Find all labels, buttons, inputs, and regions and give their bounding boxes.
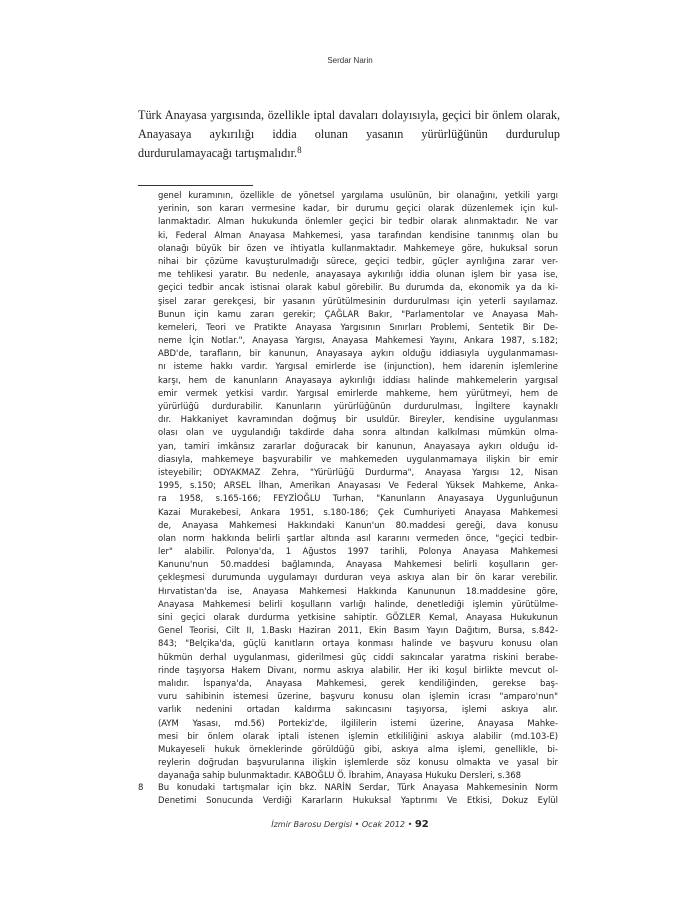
footnote-line: dayanağa sahip bulunmaktadır. KABOĞLU Ö. İbrahim, Anayasa Hukuku Dersleri, s.368	[158, 770, 521, 781]
footer-separator-2: •	[407, 820, 413, 829]
footnote-separator	[138, 185, 253, 186]
footnote-8-line: Denetimi Sonucunda Verdiği Kararların Hukuksal Yaptırımı Ve Etkisi, Dokuz Eylül	[158, 795, 558, 806]
footer-separator: •	[354, 820, 360, 829]
footnote-line: ABD'de, tarafların, bir kanunun, Anayasaya aykırı olduğu iddiasıyla uygulanmaması-	[158, 348, 558, 359]
footnote-line: me tehlikesi yaratır. Bu nedenle, anayasaya aykırılığı iddia olunan işlem bir yasa ise,	[158, 269, 558, 280]
running-header	[0, 56, 700, 65]
footnote-line: nihai bir çözüme kavuşturulmadığı sürece, geçici tedbir, güçler ayrılığına zarar ver-	[158, 255, 558, 266]
footnote-continuation	[158, 189, 558, 782]
footnote-line: diasıyla, mahkemeye başvurabilir ve mahkemeden uygulanmamaya ilişkin bir emir	[158, 453, 558, 464]
footnote-line: de, Anayasa Mahkemesi Hakkındaki Kanun'un 80.maddesi gereği, dava konusu	[158, 519, 558, 530]
footnote-line: geçici tedbir ancak istisnai olarak kabul görebilir. Bu durumda da, ekonomik ya da ki-	[158, 282, 558, 293]
footnote-line: 1995, s.150; ARSEL İlhan, Amerikan Anayasası Ve Federal Yüksek Mahkeme, Anka-	[158, 480, 558, 491]
footnote-line: varlık nedenini ortadan kaldırma sakıncasını taşıyorsa, işlemi askıya alır.	[158, 704, 558, 715]
footnote-line: Hırvatistan'da ise, Anayasa Mahkemesi Hakkında Kanununun 18.maddesine göre,	[158, 585, 558, 596]
footnote-line: ki, Federal Alman Anayasa Mahkemesi, yasa tarafından kendisine tanınmış olan bu	[158, 229, 558, 240]
footnote-line: Bunun için kamu zararı gerekir; ÇAĞLAR Bakır, "Parlamentolar ve Anayasa Mah-	[158, 308, 558, 319]
footnote-line: ra 1958, s.165-166; FEYZİOĞLU Turhan, "Kanunların Anayasaya Uygunluğunun	[158, 493, 558, 504]
footnote-ref-8[interactable]: 8	[297, 145, 302, 155]
footnote-line: Genel Teorisi, Cilt II, 1.Baskı Haziran 2011, Ekin Basım Yayın Dağıtım, Bursa, s.842-	[158, 625, 558, 636]
footnote-line: kemeleri, Teori ve Pratikte Anayasa Yargısının Sınırları Problemi, Sentetik Bir De-	[158, 321, 558, 332]
footnote-line: ler" alabilir. Polonya'da, 1 Ağustos 1997 tarihli, Polonya Anayasa Mahkemesi	[158, 546, 558, 557]
footnote-line: 843; "Belçika'da, güçlü kanıtların ortaya konması halinde ve başvuru konusu olan	[158, 638, 558, 649]
footnote-line: sini geçici olarak durdurma yetkisine sahiptir. GÖZLER Kemal, Anayasa Hukukunun	[158, 612, 558, 622]
page-number: 92	[414, 819, 429, 830]
footnote-line: (AYM Yasası, md.56) Portekiz'de, ilgililerin istemi üzerine, Anayasa Mahke-	[158, 717, 558, 728]
footnote-line: neme İçin Notlar.", Anayasa Yargısı, Anayasa Mahkemesi Yayını, Ankara 1987, s.182;	[158, 335, 558, 346]
footnote-line: olanağı büyük bir özen ve ihtiyatla kullanmaktadır. Mahkemeye göre, hukuksal sorun	[158, 242, 558, 253]
footnote-line: olan norm hakkında belirli şartlar altında asıl kararını vermeden önce, "geçici tedbir-	[158, 532, 558, 543]
footnote-line: reylerin doğrudan başvurularına ilişkin işlemlerde söz konusu olmakta ve yasal bir	[158, 757, 558, 768]
footnote-line: vuru sahibinin istemesi üzerine, başvuru konusu olan işlemin icrası "amparo'nun"	[158, 691, 558, 702]
footnote-line: Anayasa Mahkemesi belirli koşulların varlığı halinde, denetlediği işlemin yürütülme-	[158, 598, 558, 609]
footnote-line: lanmaktadır. Alman hukukunda önlemler geçici bir tedbir olarak alınmaktadır. Ne var	[158, 216, 558, 227]
footnote-line: Kanunu'nun 50.maddesi bağlamında, Anayasa Mahkemesi belirli koşulların ger-	[158, 559, 558, 570]
footnote-line: yerinin, son kararı vermesine kadar, bir durumu geçici olarak düzenlemek için kul-	[158, 203, 558, 214]
footer-journal: İzmir Barosu Dergisi	[271, 820, 353, 829]
footnote-8-line: Bu konudaki tartışmalar için bkz. NARİN Serdar, Türk Anayasa Mahkemesinin Norm	[158, 782, 558, 792]
footnote-line: Mukayeseli hukuk örneklerinde görüldüğü gibi, askıya alma işlemi, genellikle, bi-	[158, 743, 558, 754]
header-author: Serdar Narin	[327, 56, 373, 65]
footnote-8	[138, 781, 558, 807]
footnote-line: şisel zarar gerekçesi, bir yasanın yürütülmesinin durdurulması için yeterli sayılamaz.	[158, 295, 558, 306]
footnote-line: olası olan ve uygulandığı takdirde daha sonra altından kalkılması mümkün olma-	[158, 427, 558, 438]
footnote-8-number: 8	[138, 782, 144, 792]
footer-issue: Ocak 2012	[361, 820, 406, 829]
footnote-line: rinde taşıyorsa Hakem Divanı, normu askıya alabilir. Her iki koşul birlikte mevcut ol-	[158, 664, 558, 675]
footnote-line: isteyebilir; ODYAKMAZ Zehra, "Yürürlüğü Durdurma", Anayasa Yargısı 12, Nisan	[158, 466, 558, 477]
footnote-line: mesi bir önlem olarak iptali istenen işlemin etkililiğini askıya alabilir (md.103-E)	[158, 730, 558, 741]
footnote-8-text	[158, 781, 558, 807]
footnote-line: dır. Hakkaniyet kavramından doğmuş bir usuldür. Bireyler, kendisine uygulanması	[158, 414, 558, 425]
page-footer	[0, 819, 700, 830]
body-paragraph	[138, 106, 560, 163]
footnote-line: emir vermek yetkisi vardır. Yargısal emirlerde mahkeme, hem yürütmeyi, hem de	[158, 387, 558, 398]
footnote-line: yan, tamiri imkânsız zararlar doğuracak bir kanunun, Anayasaya aykırı olduğu id-	[158, 440, 558, 451]
footnote-line: malıdır. İspanya'da, Anayasa Mahkemesi, gerek kendiliğinden, gerekse baş-	[158, 677, 558, 688]
footnote-line: karşı, hem de kanunların Anayasaya aykırılığı iddiası halinde mahkemelerin yargısal	[158, 374, 558, 385]
footnote-line: genel kuramının, özellikle de yönetsel yargılama usulünün, bir olanağını, yetkili yargı	[158, 190, 558, 200]
footnote-line: Kazai Murakebesi, Ankara 1951, s.180-186; Çek Cumhuriyeti Anayasa Mahkemesi	[158, 506, 558, 517]
body-paragraph-text: Türk Anayasa yargısında, özellikle iptal davaları dolayısıyla, geçici bir önlem olarak, Anayasaya aykırılığı iddia olunan yasanın yürürlüğünün durdurulup durdurulamayacağı tartışmalıdır.	[138, 108, 560, 160]
footnote-line: nı isteme hakkı vardır. Yargısal emirlerde ise (injunction), hem idarenin işlemlerine	[158, 361, 558, 372]
footnote-line: çekleşmesi durumunda uygulamayı durduran veya askıya alan bir ön karar verebilir.	[158, 572, 558, 583]
footnote-line: yürürlüğü durdurabilir. Kanunların yürürlüğünün durdurulması, İngiltere kaynaklı	[158, 401, 558, 411]
footnote-line: hükmün derhal uygulanması, giderilmesi güç ciddi sakıncalar yaratma riskini berabe-	[158, 651, 558, 662]
